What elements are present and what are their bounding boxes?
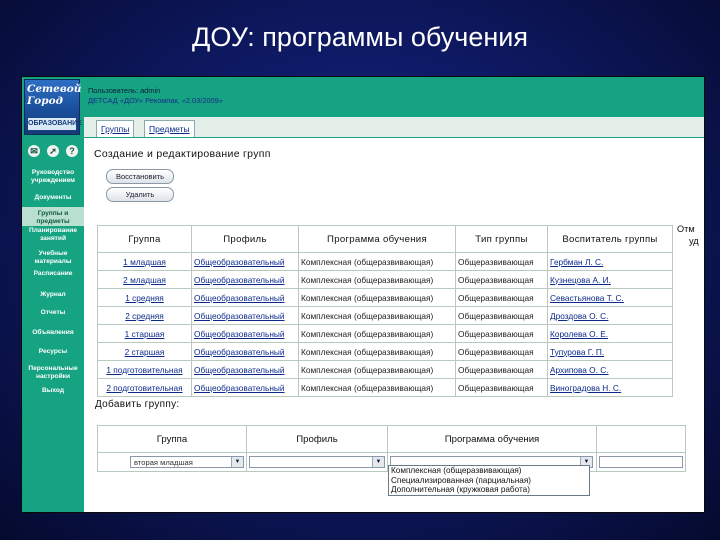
extra-head-line-2: уд [689, 236, 699, 246]
logo [24, 79, 80, 135]
add-group-title: Добавить группу: [95, 399, 180, 410]
sidebar-item-groups[interactable]: Группы и предметы [22, 207, 84, 226]
group-cell[interactable]: 2 подготовительная [98, 379, 192, 397]
profile-select[interactable] [249, 456, 385, 468]
table-row [98, 271, 673, 289]
type-cell: Общеразвивающая [456, 361, 548, 379]
profile-cell[interactable]: Общеобразовательный [192, 271, 299, 289]
sidebar-item-reports[interactable]: Отчеты [40, 309, 66, 316]
app-window [21, 76, 705, 513]
teacher-cell[interactable]: Архипова О. С. [548, 361, 673, 379]
profile-cell[interactable]: Общеобразовательный [192, 343, 299, 361]
group-cell[interactable]: 1 средняя [98, 289, 192, 307]
profile-cell[interactable]: Общеобразовательный [192, 307, 299, 325]
sidebar-item-planning[interactable]: Планирование занятий [28, 227, 78, 242]
chevron-down-icon[interactable]: ▼ [580, 457, 592, 467]
group-cell[interactable]: 2 средняя [98, 307, 192, 325]
table-row [98, 307, 673, 325]
profile-cell[interactable]: Общеобразовательный [192, 379, 299, 397]
column-header: Группа [98, 426, 247, 453]
group-cell[interactable]: 1 старшая [98, 325, 192, 343]
page-title: Создание и редактирование групп [94, 148, 271, 160]
teacher-cell[interactable]: Виноградова Н. С. [548, 379, 673, 397]
sidebar-icon-row [28, 145, 80, 159]
sidebar-item-resources[interactable]: Ресурсы [38, 348, 68, 355]
program-cell: Комплексная (общеразвивающая) [299, 361, 456, 379]
dropdown-option[interactable]: Специализированная (парциальная) [391, 475, 531, 485]
type-cell: Общеразвивающая [456, 253, 548, 271]
column-header[interactable]: Программа обучения [299, 226, 456, 253]
group-select[interactable] [130, 456, 244, 468]
teacher-cell[interactable]: Королева О. Е. [548, 325, 673, 343]
type-cell: Общеразвивающая [456, 289, 548, 307]
teacher-cell[interactable]: Кузнецова А. И. [548, 271, 673, 289]
chevron-down-icon[interactable]: ▼ [231, 457, 243, 467]
tab-bar [84, 117, 704, 138]
add-header-row [98, 426, 686, 453]
column-header[interactable]: Профиль [192, 226, 299, 253]
sidebar-item-announcements[interactable]: Объявления [32, 329, 74, 336]
type-cell: Общеразвивающая [456, 379, 548, 397]
program-cell: Комплексная (общеразвивающая) [299, 307, 456, 325]
user-line: Пользователь: admin [88, 86, 161, 95]
table-row [98, 343, 673, 361]
groups-table [97, 225, 673, 397]
program-cell: Комплексная (общеразвивающая) [299, 379, 456, 397]
table-row [98, 379, 673, 397]
program-cell: Комплексная (общеразвивающая) [299, 289, 456, 307]
sidebar-item-journal[interactable]: Журнал [40, 291, 66, 298]
header-bar [22, 77, 704, 117]
org-line[interactable]: ДЕТСАД «ДОУ» Рекомпак, «2.03/2009» [88, 96, 223, 105]
tab-subjects[interactable]: Предметы [144, 120, 195, 137]
column-header: Профиль [247, 426, 388, 453]
column-header-empty [597, 426, 686, 453]
sidebar-item-exit[interactable]: Выход [41, 387, 65, 394]
program-cell: Комплексная (общеразвивающая) [299, 253, 456, 271]
dropdown-option[interactable]: Дополнительная (кружковая работа) [391, 485, 530, 494]
profile-cell[interactable]: Общеобразовательный [192, 325, 299, 343]
cursor-icon[interactable]: ➚ [47, 145, 59, 157]
program-cell: Комплексная (общеразвивающая) [299, 343, 456, 361]
table-row [98, 253, 673, 271]
dropdown-option[interactable]: Комплексная (общеразвивающая) [389, 466, 589, 476]
restore-button[interactable]: Восстановить [106, 169, 174, 184]
type-cell: Общеразвивающая [456, 271, 548, 289]
profile-cell[interactable]: Общеобразовательный [192, 289, 299, 307]
table-row [98, 361, 673, 379]
logo-line-3: ОБРАЗОВАНИЕ [28, 118, 76, 130]
column-header[interactable]: Группа [98, 226, 192, 253]
group-cell[interactable]: 1 подготовительная [98, 361, 192, 379]
teacher-cell[interactable]: Севастьянова Т. С. [548, 289, 673, 307]
program-dropdown-list [388, 465, 590, 496]
profile-cell[interactable]: Общеобразовательный [192, 253, 299, 271]
logo-line-1: Сетевой [27, 83, 82, 95]
logo-line-2: Город [27, 95, 63, 107]
user-info [88, 86, 223, 106]
column-header[interactable]: Тип группы [456, 226, 548, 253]
table-row [98, 325, 673, 343]
profile-cell[interactable]: Общеобразовательный [192, 361, 299, 379]
type-cell: Общеразвивающая [456, 325, 548, 343]
slide-title: ДОУ: программы обучения [192, 22, 528, 52]
program-cell: Комплексная (общеразвивающая) [299, 325, 456, 343]
type-select-cell [597, 453, 686, 472]
extra-head-line-1: Отм [677, 224, 695, 234]
teacher-cell[interactable]: Тупурова Г. П. [548, 343, 673, 361]
group-cell[interactable]: 2 старшая [98, 343, 192, 361]
type-cell: Общеразвивающая [456, 307, 548, 325]
column-header[interactable]: Воспитатель группы [548, 226, 673, 253]
group-cell[interactable]: 2 младшая [98, 271, 192, 289]
program-cell: Комплексная (общеразвивающая) [299, 271, 456, 289]
group-cell[interactable]: 1 младшая [98, 253, 192, 271]
tab-groups[interactable]: Группы [96, 120, 134, 137]
column-header-extra [677, 223, 699, 247]
table-header-row [98, 226, 673, 253]
sidebar [22, 117, 84, 512]
type-cell: Общеразвивающая [456, 343, 548, 361]
mail-icon[interactable]: ✉ [28, 145, 40, 157]
teacher-cell[interactable]: Гербман Л. С. [548, 253, 673, 271]
delete-button[interactable]: Удалить [106, 187, 174, 202]
teacher-cell[interactable]: Дроздова О. С. [548, 307, 673, 325]
table-row [98, 289, 673, 307]
column-header: Программа обучения [388, 426, 597, 453]
sidebar-item-materials[interactable]: Учебные материалы [34, 250, 72, 265]
sidebar-item-settings[interactable]: Персональные настройки [28, 365, 78, 380]
help-icon[interactable]: ? [66, 145, 78, 157]
chevron-down-icon[interactable]: ▼ [372, 457, 384, 467]
group-select-cell [98, 453, 247, 472]
profile-select-cell [247, 453, 388, 472]
sidebar-item-schedule[interactable]: Расписание [33, 270, 73, 277]
group-select-value: вторая младшая [134, 458, 193, 467]
sidebar-item-documents[interactable]: Документы [34, 194, 72, 201]
sidebar-item-management[interactable]: Руководство учреждением [30, 169, 76, 184]
type-select[interactable] [599, 456, 683, 468]
